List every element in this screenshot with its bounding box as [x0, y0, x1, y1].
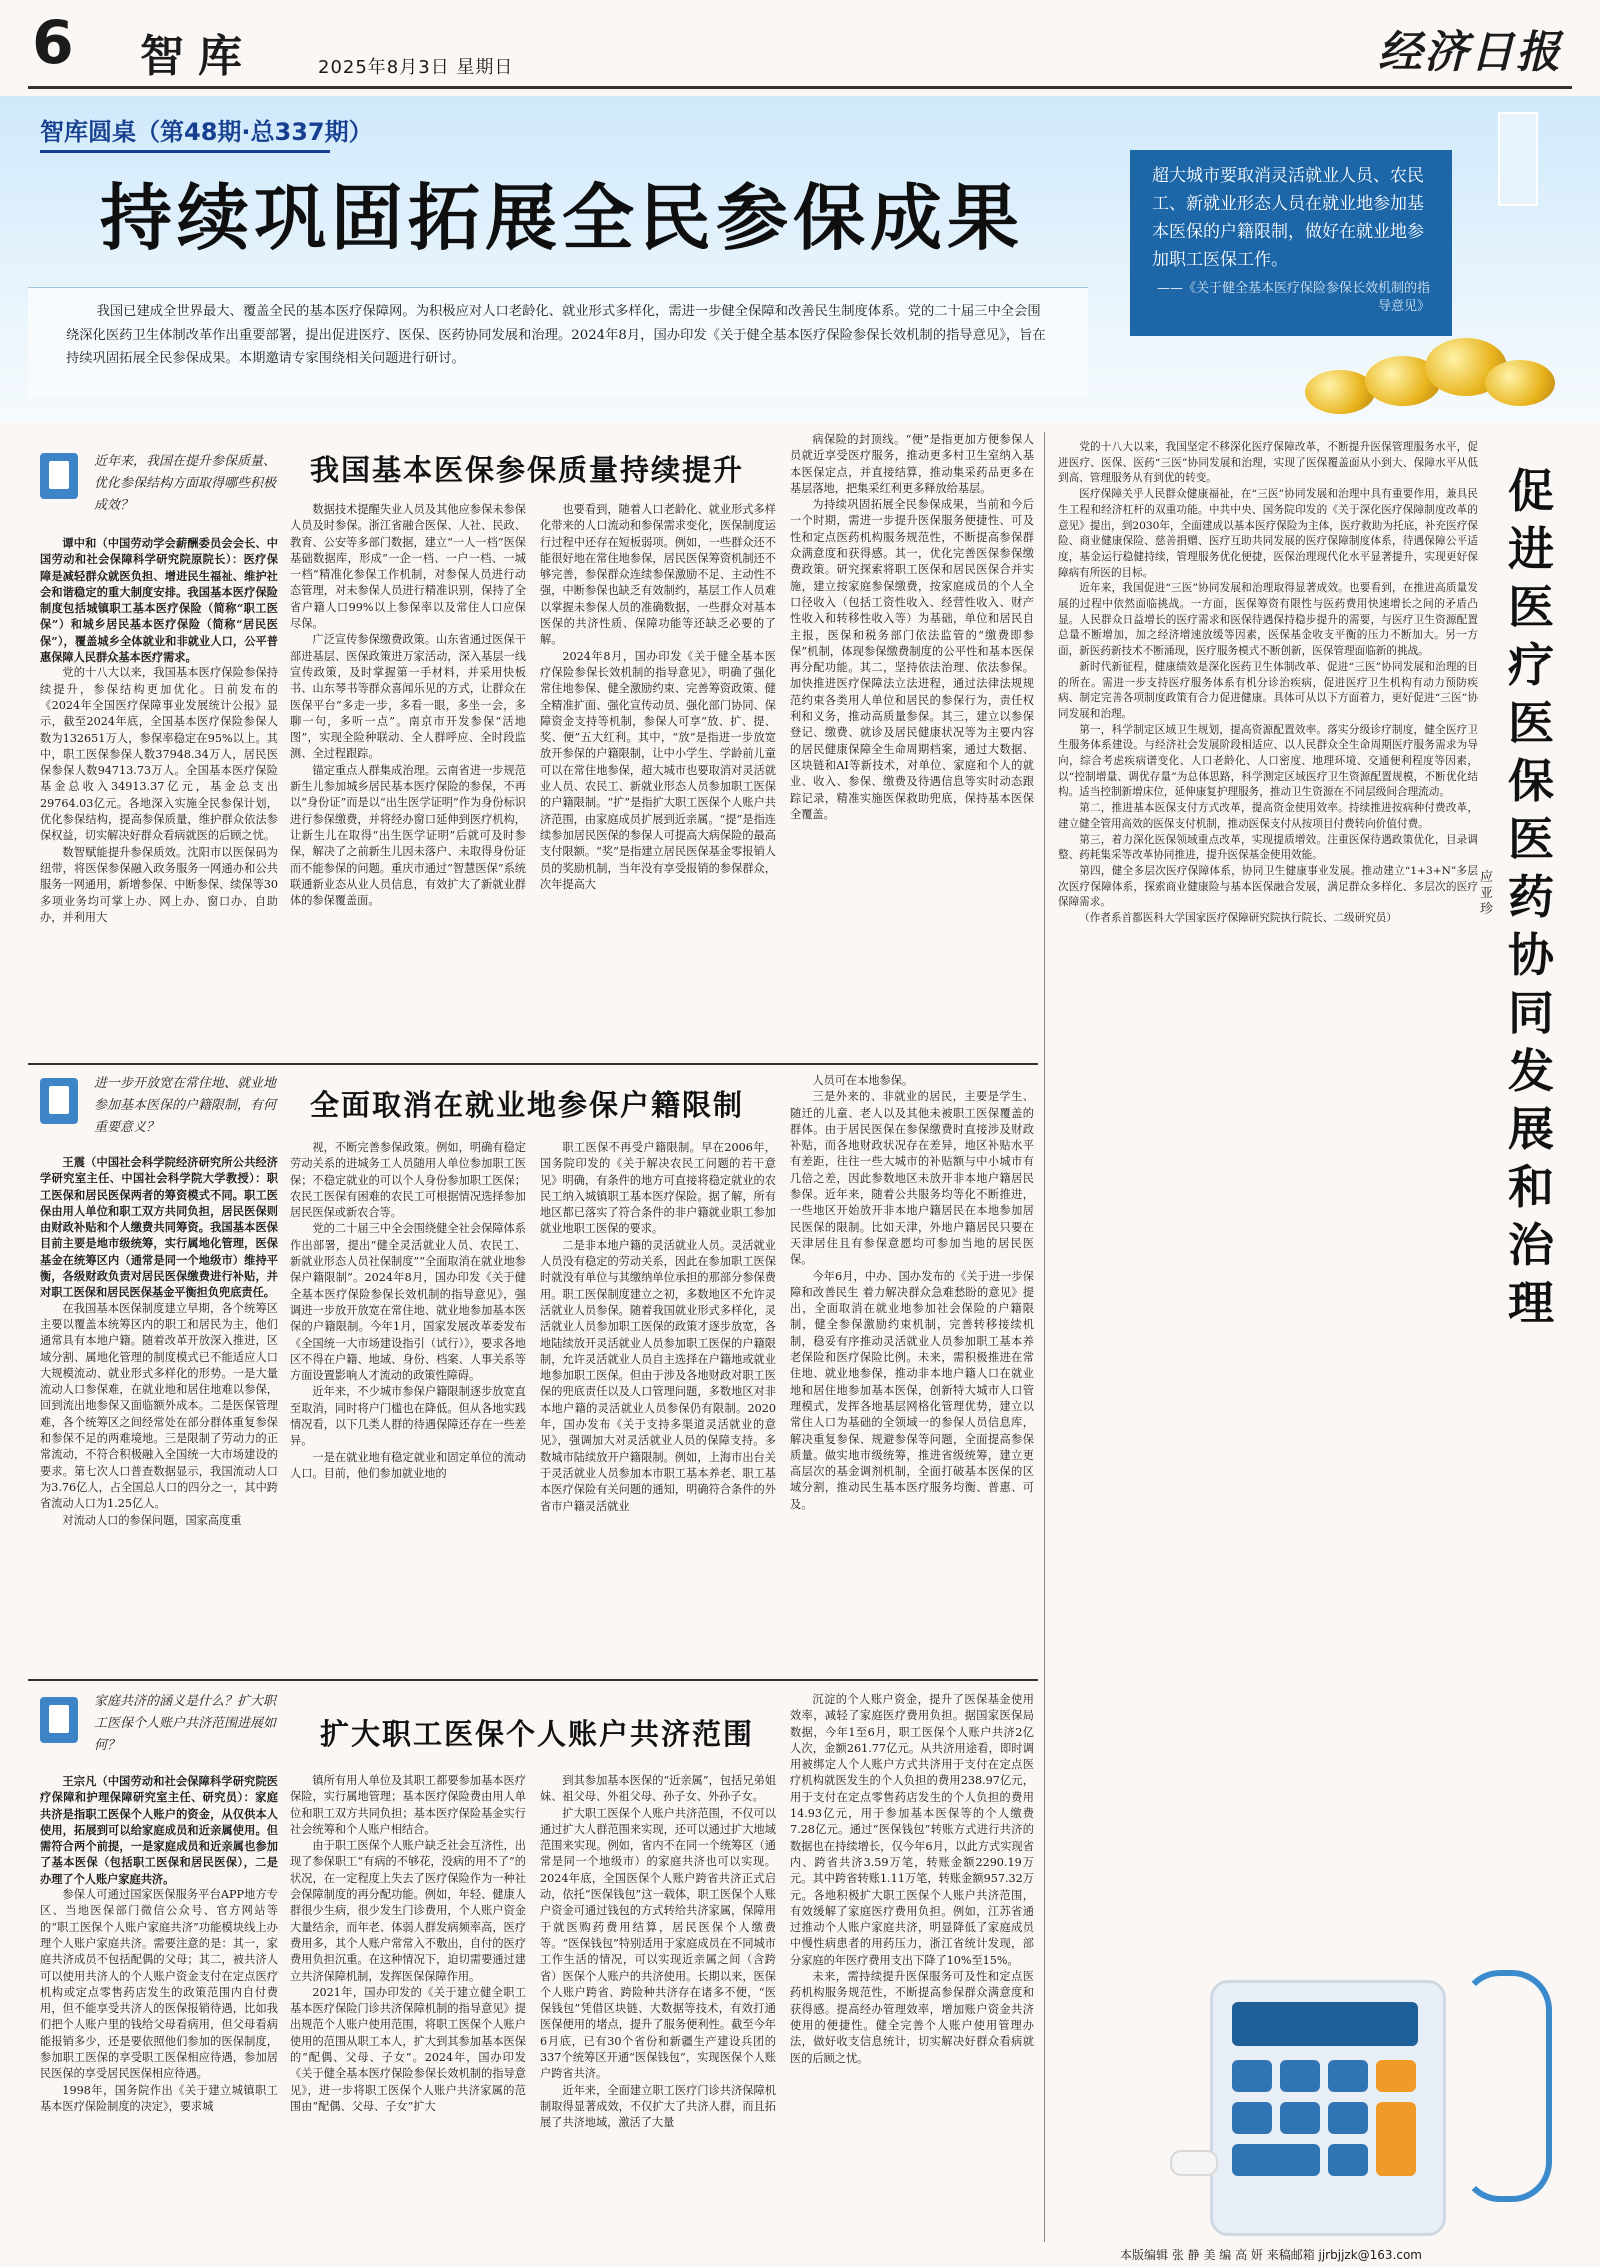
section3-p2: 参保人可通过国家医保服务平台APP地方专区、当地医保部门微信公众号、官方网站等的“职工医保个人账户家庭共济”功能模块线上办理个人账户家庭共济。需要注意的是：其一，家庭共济成员不包括配偶的父母；其二，被共济人可以使用共济人的个人账户资金支付在定点医疗机构或定点零售药店发生的政策范围内自付费用，但不能享受共济人的医保报销待遇，比如我们把个人账户里的钱给父母看病用，但父母看病能报销多少，还是要依照他们参加的医保制度，参加职工医保的享受职工医保相应待遇，参加居民医保的享受居民医保相应待遇。 [40, 1888, 278, 2081]
sidebar-p1: 党的十八大以来，我国坚定不移深化医疗保障改革，不断提升医保管理服务水平，促进医疗、医保、医药“三医”协同发展和治理，实现了医保覆盖面从小到大、保障水平从低到高、管理服务从有到优的转变。 [1058, 441, 1478, 485]
header-rule [28, 86, 1572, 89]
section2-p5: 党的二十届三中全会围绕健全社会保障体系作出部署，提出“健全灵活就业人员、农民工、新就业形态人员社保制度”“全面取消在就业地参保户籍限制”。2024年8月，国办印发《关于健全基本医疗保险参保长效机制的指导意见》，强调进一步放开放宽在常住地、就业地参加基本医保的户籍限制。今年1月，国家发展改革委发布《全国统一大市场建设指引（试行）》，要求各地区不得在户籍、地域、身份、档案、人事关系等方面设置影响人才流动的政策性障碍。 [290, 1222, 526, 1383]
sidebar-title-char: 医 [1508, 696, 1554, 750]
section2-divider [28, 1679, 1038, 1681]
section2-title: 全面取消在就业地参保户籍限制 [310, 1088, 745, 1122]
policy-quote-box [1130, 150, 1452, 336]
sidebar-title-char: 药 [1508, 870, 1554, 924]
section2-p11: 三是外来的、非就业的居民，主要是学生、随迁的儿童、老人以及其他未被职工医保覆盖的群体。由于居民医保在参保缴费时直接涉及财政补贴，而各地财政状况存在差异，地区补贴水平有差距，往往一些大城市的补贴额与中小城市有几倍之差，因此参数地区未放开非本地户籍居民参保。近年来，随着公共服务均等化不断推进，一些地区开始放开非本地户籍居民在本地参加居民医保的限制。比如天津，外地户籍居民只要在天津居住且有参保意愿均可参加当地的居民医保。 [790, 1090, 1034, 1267]
sidebar-title-char: 发 [1508, 1044, 1554, 1098]
section2-col4 [790, 1073, 1034, 1671]
sidebar-title-char: 展 [1508, 1102, 1554, 1156]
sidebar-p5: 第一，科学制定区域卫生规划，提高资源配置效率。落实分级诊疗制度，健全医疗卫生服务体系建设。与经济社会发展阶段相适应、以人民群众全生命周期医疗服务需求为导向，综合考虑疾病谱变化、人口老龄化、人口密度、地理环境、交通便利程度等因素，以“控制增量、调优存量”为总体思路，科学测定区域医疗卫生资源配置规模，不断优化结构。适当控制新增床位，延伸康复护理服务，推动卫生资源在不同层级间合理流动。 [1058, 723, 1478, 799]
section3-col1 [40, 1773, 278, 2243]
sidebar-title-char: 保 [1508, 754, 1554, 808]
section2-p10: 人员可在本地参保。 [812, 1074, 914, 1087]
section3-col3 [540, 1773, 776, 2243]
sidebar-p3: 近年来，我国促进“三医”协同发展和治理取得显著成效。也要看到，在推进高质量发展的过程中依然面临挑战。一方面，医保筹资有限性与医药费用快速增长之间的矛盾凸显。人民群众日益增长的医疗需求和医保待遇保持稳步提升的需要，与医疗卫生资源配置总量不断增加，加之经济增速放缓等因素，医保基金收支平衡的压力不断加大。另一方面，新医药新技术不断涌现，医疗服务模式不断创新，医保管理面临新的挑战。 [1058, 582, 1478, 658]
section2-p4: 视，不断完善参保政策。例如，明确有稳定劳动关系的进城务工人员随用人单位参加职工医保；不稳定就业的可以个人身份参加职工医保；农民工医保有困难的农民工可根据情况选择参加居民医保或新农合等。 [290, 1141, 526, 1220]
sidebar-title-char: 促 [1508, 464, 1554, 518]
section1-p6: 锚定重点人群集成治理。云南省进一步规范新生儿参加城乡居民基本医疗保险的参保，不再以“身份证”而是以“出生医学证明”作为身份标识进行参保缴费，并将经办窗口延伸到医疗机构，让新生儿在取得“出生医学证明”后就可及时参保，解决了之前新生儿因未落户、未取得身份证而不能参保的问题。重庆市通过“智慧医保”系统联通新业态从业人员信息，有效扩大了新就业群体的参保覆盖面。 [290, 763, 526, 908]
section1-col1 [40, 535, 278, 1055]
section1-p9: 病保险的封顶线。“便”是指更加方便参保人员就近享受医疗服务，推动更多村卫生室纳入基本医保定点，并直接结算，推动集采药品更多在基层落地，把集采红利更多释放给基层。 [790, 433, 1034, 495]
sidebar-affiliation: （作者系首都医科大学国家医疗保障研究院执行院长、二级研究员） [1079, 912, 1397, 925]
section3-p11: 未来，需持续提升医保服务可及性和定点医药机构服务规范性，不断提高参保群众满意度和获得感。提高经办管理效率，增加账户资金共济使用的便捷性。健全完善个人账户使用管理办法，做好收支信息统计，切实解决好群众看病就医的后顾之忧。 [790, 1970, 1034, 2065]
section3-p3: 1998年，国务院作出《关于建立城镇职工基本医疗保险制度的决定》，要求城 [40, 2083, 278, 2113]
sidebar-p8: 第四，健全多层次医疗保障体系，协同卫生健康事业发展。推动建立“1+3+N”多层次医疗保障体系，探索商业健康险与基本医保融合发展，满足群众多样化、多层次的医疗保障需求。 [1058, 864, 1478, 909]
page-number: 6 [32, 8, 74, 78]
newspaper-logo: 经济日报 [1378, 27, 1562, 78]
lead-paragraph: 我国已建成全世界最大、覆盖全民的基本医疗保障网。为积极应对人口老龄化、就业形式多样化，需进一步健全保障和改善民生制度体系。党的二十届三中全会围绕深化医药卫生体制改革作出重要部署，提出促进医疗、医保、医药协同发展和治理。2024年8月，国办印发《关于健全基本医疗保险参保长效机制的指导意见》，旨在持续巩固拓展全民参保成果。本期邀请专家围绕相关问题进行研讨。 [28, 287, 1088, 397]
sidebar-title-char: 和 [1508, 1160, 1554, 1214]
section3-p7: 到其参加基本医保的“近亲属”，包括兄弟姐妹、祖父母、外祖父母、孙子女、外孙子女。 [540, 1774, 776, 1804]
policy-quote: 超大城市要取消灵活就业人员、农民工、新就业形态人员在就业地参加基本医保的户籍限制，做好在就业地参加职工医保工作。 [1152, 166, 1424, 270]
question-icon [40, 453, 78, 499]
section3-p5: 由于职工医保个人账户缺乏社会互济性，出现了参保职工“有病的不够花，没病的用不了”的状况，在一定程度上失去了医疗保险作为一种社会保障制度的再分配功能。例如，年轻、健康人群很少生病，很少发生门诊费用，个人账户资金大量结余，而年老、体弱人群发病频率高，医疗费用多，其个人账户常常入不敷出，自付的医疗费用负担沉重。在这种情况下，迫切需要通过建立共济保障机制，发挥医保保障作用。 [290, 1839, 526, 1983]
sidebar-title [1493, 462, 1569, 1330]
sidebar-p7: 第三，着力深化医保领域重点改革，实现提质增效。注重医保待遇政策优化，目录调整、药耗集采等改革协同推进，提升医保基金使用效能。 [1058, 833, 1478, 862]
section2-p7: 一是在就业地有稳定就业和固定单位的流动人口。目前，他们参加就业地的 [290, 1450, 526, 1480]
sidebar-title-char: 协 [1508, 928, 1554, 982]
section3-col4 [790, 1692, 1034, 2243]
section2-col3 [540, 1140, 776, 1671]
section1-col4 [790, 432, 1034, 1055]
section2-p6: 近年来，不少城市参保户籍限制逐步放宽直至取消，同时将户门槛也在降低。但从各地实践情况看，以下几类人群的待遇保障还存在一些差异。 [290, 1385, 526, 1448]
section-name: 智库 [140, 31, 256, 82]
section1-question: 近年来，我国在提升参保质量、优化参保结构方面取得哪些积极成效？ [94, 454, 277, 513]
section3-p6: 2021年，国办印发的《关于建立健全职工基本医疗保险门诊共济保障机制的指导意见》提出规范个人账户使用范围，将职工医保个人账户使用的范围从职工本人，扩大到其参加基本医保的“配偶、父母、子女”。2024年，国办印发《关于健全基本医疗保险参保长效机制的指导意见》，进一步将职工医保个人账户共济家属的范围由“配偶、父母、子女”扩大 [290, 1985, 526, 2113]
section1-p5: 广泛宣传参保缴费政策。山东省通过医保干部进基层、医保政策进万家活动，深入基层一线宣传政策，及时掌握第一手材料，并采用快板书、山东琴书等群众喜闻乐见的方式，让群众在医保平台“多走一步，多看一眼，多坐一会，多聊一句，多听一点”。南京市开发参保“活地图”，实现全险种联动、全人群呼应、全时段监测、全过程跟踪。 [290, 633, 526, 761]
section1-p7: 也要看到，随着人口老龄化、就业形式多样化带来的人口流动和参保需求变化，医保制度运行过程中还存在短板弱项。例如，一些群众还不能很好地在常住地参保，居民医保筹资机制还不够完善，参保群众连续参保激励不足、主动性不强，中断参保也缺乏有效制约，基层工作人员难以掌握未参保人员的准确数据，一些群众对基本医保的共济性质、保障功能等还缺乏必要的了解。 [540, 503, 776, 647]
coins-image [1305, 330, 1565, 422]
section3-p9: 近年来，全面建立职工医疗门诊共济保障机制取得显著成效，不仅扩大了共济人群，而且拓展了共济地域，激活了大量 [540, 2083, 776, 2130]
sidebar-author: 应亚珍 [1480, 870, 1494, 917]
sidebar-title-char: 治 [1508, 1218, 1554, 1272]
sidebar-p2: 医疗保障关乎人民群众健康福祉，在“三医”协同发展和治理中具有重要作用，兼具民生工程和经济杠杆的双重功能。中共中央、国务院印发的《关于深化医疗保障制度改革的意见》提出，到2030年，全面建成以基本医疗保险为主体，医疗救助为托底，补充医疗保险、商业健康保险、慈善捐赠、医疗互助共同发展的医疗保障制度体系，待遇保障公平适度，基金运行稳健持续，管理服务优化便捷，医保治理现代化水平显著提升，实现更好保障病有所医的目标。 [1058, 488, 1478, 579]
sidebar-title-char: 进 [1508, 522, 1554, 576]
section1-divider [28, 1063, 1038, 1065]
page-footer: 本版编辑 张 静 美 编 高 妍 来稿邮箱 jjrbjjzk@163.com [1120, 2248, 1422, 2262]
sidebar-title-char: 医 [1508, 812, 1554, 866]
question-icon [40, 1078, 78, 1124]
sidebar-title-char: 同 [1508, 986, 1554, 1040]
section1-p8: 2024年8月，国办印发《关于健全基本医疗保险参保长效机制的指导意见》，明确了强化常住地参保、健全激励约束、完善筹资政策、健全精准扩面、强化宣传动员、强化部门协同、保障资金支持等机制，参保人可享“放、扩、提、奖、便”五大红利。其中，“放”是指进一步放宽放开参保的户籍限制，让中小学生、学龄前儿童可以在常住地参保，超大城市也要取消对灵活就业人员、农民工、新就业形态人员参加职工医保的户籍限制。“扩”是指扩大职工医保个人账户共济范围，由家庭成员扩展到近亲属。“提”是指连续参加居民医保的参保人可提高大病保险的最高支付限额。“奖”是指建立居民医保基金零报销人员的奖励机制，当年没有享受报销的参保群众，次年提高大 [540, 649, 776, 891]
section2-p9: 二是非本地户籍的灵活就业人员。灵活就业人员没有稳定的劳动关系，因此在参加职工医保时就没有单位与其缴纳单位承担的那部分参保费用。职工医保制度建立之初，多数地区不允许灵活就业人员参保。随着我国就业形式多样化，灵活就业人员参加职工医保的政策才逐步放宽，各地陆续放开灵活就业人员参加职工医保的户籍限制，允许灵活就业人员自主选择在户籍地或就业地参加职工医保。但由于涉及各地财政对职工医保的兜底责任以及人口管理问题，多数地区对非本地户籍的灵活就业人员参保仍有限制。2020年，国办发布《关于支持多渠道灵活就业的意见》，强调加大对灵活就业人员的保障支持。多数城市陆续放开户籍限制。例如，上海市出台关于灵活就业人员参加本市职工基本养老、职工基本医疗保险有关问题的通知，明确符合条件的外省市户籍灵活就业 [540, 1238, 776, 1513]
medical-cross-icon [1498, 112, 1538, 206]
column-tag: 智库圆桌（第48期·总337期） [40, 118, 373, 146]
calculator-illustration [1170, 1960, 1580, 2240]
section1-title: 我国基本医保参保质量持续提升 [310, 453, 745, 487]
section3-col2 [290, 1773, 526, 2243]
section1-p10: 为持续巩固拓展全民参保成果，当前和今后一个时期，需进一步提升医保服务便捷性、可及性和定点医药机构服务规范性，不断提高参保群众满意度和获得感。其一，优化完善医保参保缴费政策。研究探索将职工医保和居民医保合并实施，建立按家庭参保缴费，按家庭成员的个人全口径收入（包括工资性收入、经营性收入、财产性收入和转移性收入等）为基础，单位和居民自主报，医保和税务部门依法监管的“缴费即参保”机制，体现参保缴费制度的公平性和基本医保再分配功能。其二，坚持依法治理、依法参保。加快推进医疗保障法立法进程，通过法律法规规范约束各类用人单位和居民的参保行为，责任权利和义务，推动高质量参保。其三，建立以参保登记、缴费、就诊及居民健康状况等为主要内容的居民健康保障全生命周期档案，通过大数据、区块链和AI等新技术，对单位、家庭和个人的就业、收入、参保、缴费及待遇信息等实时动态跟踪记录，精准实施医保救助兜底，保持基本医保全覆盖。 [790, 498, 1034, 821]
policy-quote-source: ——《关于健全基本医疗保险参保长效机制的指导意见》 [1156, 281, 1430, 314]
sidebar-title-char: 理 [1508, 1276, 1554, 1330]
section1-col2 [290, 502, 526, 1055]
sidebar-p4: 新时代新征程，健康绩效是深化医药卫生体制改革、促进“三医”协同发展和治理的目的所在。需进一步支持医疗服务体系有机分诊治疾病，促进医疗卫生机构有动力预防疾病、制定完善各项制度政策有合力促进健康。具体可从以下方面着力，更好促进“三医”协同发展和治理。 [1058, 660, 1478, 720]
sidebar-p6: 第二，推进基本医保支付方式改革，提高资金使用效率。持续推进按病种付费改革，建立健全管用高效的医保支付机制，推动医保支付从按项目付费转向价值付费。 [1058, 802, 1478, 830]
section2-p8: 职工医保不再受户籍限制。早在2006年，国务院印发的《关于解决农民工问题的若干意见》明确，有条件的地方可直接将稳定就业的农民工纳入城镇职工基本医疗保险。据了解，所有地区都已落实了符合条件的非户籍就业职工参加就业地职工医保的要求。 [540, 1141, 776, 1236]
section3-title: 扩大职工医保个人账户共济范围 [320, 1717, 755, 1751]
section3-p10: 沉淀的个人账户资金，提升了医保基金使用效率，减轻了家庭医疗费用负担。据国家医保局数据，今年1至6月，职工医保个人账户共济2亿人次，金额261.77亿元。从共济用途看，即时调用被绑定人个人账户方式共济用于支付在定点医疗机构就医发生的个人负担的费用238.97亿元，用于支付在定点零售药店发生的个人负担的费用14.93亿元，用于参加基本医保等的个人缴费7.28亿元。通过“医保钱包”转账方式进行共济的数据也在持续增长，仅今年6月，以此方式实现省内、跨省共济3.59万笔，转账金额2290.19万元。其中跨省转账1.11万笔，转账金额957.32万元。各地积极扩大职工医保个人账户共济范围，有效缓解了家庭医疗费用负担。例如，江苏省通过推动个人账户家庭共济，明显降低了家庭成员中慢性病患者的用药压力，浙江省统计发现，部分家庭的年医疗费用支出下降了10%至15%。 [790, 1693, 1034, 1967]
section3-p1: 王宗凡（中国劳动和社会保障科学研究院医疗保障和护理保障研究室主任、研究员）：家庭共济是指职工医保个人账户的资金，从仅供本人使用，拓展到可以给家庭成员和近亲属使用。但需符合两个前提，一是家庭成员和近亲属也参加了基本医保（包括职工医保和居民医保），二是办理了个人账户家庭共济。 [40, 1774, 278, 1886]
section1-p2: 党的十八大以来，我国基本医疗保险参保持续提升，参保结构更加优化。日前发布的《2024年全国医疗保障事业发展统计公报》显示，截至2024年底，全国基本医疗保险参保人数为132651万人，参保率稳定在95%以上。其中，职工医保参保人数37948.34万人，居民医保参保人数94713.73万人。全国基本医疗保险基金总收入34913.37亿元，基金总支出29764.03亿元。各地深入实施全民参保计划，优化参保结构，提高参保质量，维护群众依法参保权益，切实解决好群众看病就医的后顾之忧。 [40, 666, 278, 843]
section2-p12: 今年6月，中办、国办发布的《关于进一步保障和改善民生 着力解决群众急难愁盼的意见》提出，全面取消在就业地参加社会保险的户籍限制，健全参保激励约束机制，完善转移接续机制，稳妥有序推动灵活就业人员参加职工基本养老保险和医疗保险比例。未来，需积极推进在常住地、就业地参保，推动非本地户籍人口在就业地和居住地参加基本医保，创新特大城市人口管理模式，发挥各地基层网格化管理优势，建立以常住人口为基础的全领域一的参保人员信息库，解决重复参保、规避参保等问题，全面提高参保质量。做实地市级统筹，推进省级统筹，建立更高层次的基金调剂机制，全面打破基本医保的区域分割，推动民生基本医疗服务均衡、普惠、可及。 [790, 1269, 1034, 1511]
section3-question: 家庭共济的涵义是什么？扩大职工医保个人账户共济范围进展如何？ [94, 1694, 277, 1753]
section3-p8: 扩大职工医保个人账户共济范围，不仅可以通过扩大人群范围来实现，还可以通过扩大地域范围来实现。例如，省内不在同一个统筹区（通常是同一个地级市）的家庭共济也可以实现。2024年底，全国医保个人账户跨省共济正式启动，依托“医保钱包”这一载体，职工医保个人账户资金可通过钱包的方式转给共济家属，保障用于就医购药费用结算，居民医保个人缴费等。“医保钱包”特别适用于家庭成员在不同城市工作生活的情况，可以实现近亲属之间（含跨省）医保个人账户的共济使用。长期以来，医保个人账户跨省、跨险种共济存在诸多不便，“医保钱包”凭借区块链、大数据等技术，有效打通医保便用的堵点，提升了服务便利性。截至今年6月底，已有30个省份和新疆生产建设兵团的337个统筹区开通“医保钱包”，实现医保个人账户跨省共济。 [540, 1806, 776, 2081]
section1-p1: 谭中和（中国劳动学会薪酬委员会会长、中国劳动和社会保障科学研究院原院长）：医疗保障是减轻群众就医负担、增进民生福祉、维护社会和谐稳定的重大制度安排。我国基本医疗保险制度包括城镇职工基本医疗保险（简称“职工医保”）和城乡居民基本医疗保险（简称“居民医保”），覆盖城乡全体就业和非就业人口，公平普惠保障人民群众基本医疗需求。 [40, 536, 278, 665]
column-divider [1044, 432, 1045, 2242]
sidebar-title-char: 医 [1508, 580, 1554, 634]
section1-p3: 数智赋能提升参保质效。沈阳市以医保码为纽带，将医保参保融入政务服务一网通办和公共服务一网通用，新增参保、中断参保、续保等30多项业务均可掌上办、网上办、窗口办、自助办，并利用大 [40, 845, 278, 924]
sidebar-body [1058, 440, 1478, 1950]
section1-p4: 数据技术提醒失业人员及其他应参保未参保人员及时参保。浙江省融合医保、人社、民政、教育、公安等多部门数据，建立“一人一档”医保基础数据库，形成“一企一档、一户一档、一城一档”精准化参保工作机制，对参保人员进行动态管理，对未参保人员进行精准识别，保持了全省户籍人口99%以上参保率以及常住人口应保尽保。 [290, 503, 526, 631]
question-icon [40, 1697, 78, 1743]
section2-col2 [290, 1140, 526, 1671]
main-headline: 持续巩固拓展全民参保成果 [100, 176, 1025, 260]
section2-col1 [40, 1154, 278, 1671]
sidebar-title-char: 疗 [1508, 638, 1554, 692]
section1-col3 [540, 502, 776, 1055]
issue-date: 2025年8月3日 星期日 [318, 57, 514, 78]
section3-p4: 镇所有用人单位及其职工都要参加基本医疗保险，实行属地管理；基本医疗保险费由用人单位和职工双方共同负担；基本医疗保险基金实行社会统筹和个人账户相结合。 [290, 1774, 526, 1836]
section2-p1: 王震（中国社会科学院经济研究所公共经济学研究室主任、中国社会科学院大学教授）：职工医保和居民医保两者的筹资模式不同。职工医保由用人单位和职工双方共同负担，居民医保则由财政补贴和个人缴费共同筹资。我国基本医保目前主要是地市级统筹，实行属地化管理，医保基金在统筹区内（通常是同一个地级市）维持平衡，各级财政负责对居民医保缴费进行补贴，并对职工医保和居民医保基金平衡担负兜底责任。 [40, 1155, 278, 1300]
tag-underline [40, 150, 330, 153]
section2-p2: 在我国基本医保制度建立早期，各个统筹区主要以覆盖本统筹区内的职工和居民为主，他们通常具有本地户籍。随着改革开放深入推进，区域分割、属地化管理的制度模式已不能适应人口大规模流动、就业形式多样化的形势。一是大量流动人口参保难，在就业地和居住地难以参保，回到流出地参保又面临额外成本。二是医保管理难，各个统筹区之间经常处在部分群体重复参保和参保不足的两难境地。三是限制了劳动力的正常流动，不符合积极融入全国统一大市场建设的要求。第七次人口普查数据显示，我国流动人口为3.76亿人，占全国总人口的四分之一，其中跨省流动人口为1.25亿人。 [40, 1301, 278, 1511]
section2-p3: 对流动人口的参保问题，国家高度重 [62, 1513, 242, 1527]
section2-question: 进一步开放宽在常住地、就业地参加基本医保的户籍限制，有何重要意义？ [94, 1076, 277, 1135]
